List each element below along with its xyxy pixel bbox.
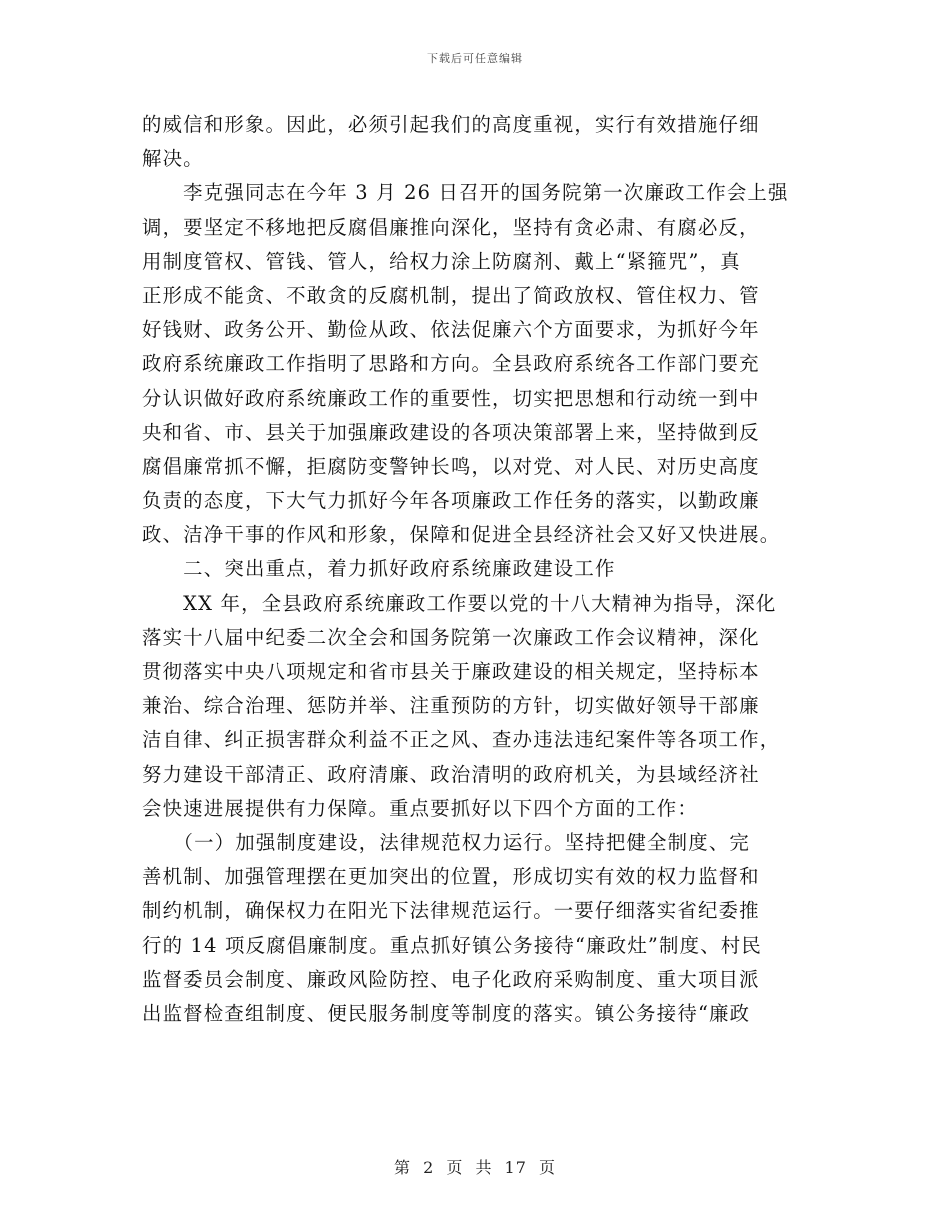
- text-line: XX 年，全县政府系统廉政工作要以党的十八大精神为指导，深化: [142, 591, 777, 615]
- text-line: 出监督检查组制度、便民服务制度等制度的落实。镇公务接待“廉政: [142, 1001, 751, 1025]
- text-line: 政、洁净干事的作风和形象，保障和促进全县经济社会又好又快进展。: [142, 523, 781, 547]
- text-line: 监督委员会制度、廉政风险防控、电子化政府采购制度、重大项目派: [142, 967, 760, 991]
- text-line: 央和省、市、县关于加强廉政建设的各项决策部署上来，坚持做到反: [142, 420, 760, 444]
- text-line: 李克强同志在今年 3 月 26 日召开的国务院第一次廉政工作会上强: [142, 181, 789, 205]
- text-line: 努力建设干部清正、政府清廉、政治清明的政府机关，为县域经济社: [142, 762, 760, 786]
- text-line: 正形成不能贪、不敢贪的反腐机制，提出了简政放权、管住权力、管: [142, 283, 760, 307]
- text-line: 洁自律、纠正损害群众利益不正之风、查办违法违纪案件等各项工作，: [142, 728, 781, 752]
- text-line: 落实十八届中纪委二次全会和国务院第一次廉政工作会议精神，深化: [142, 625, 760, 649]
- text-line: 的威信和形象。因此，必须引起我们的高度重视，实行有效措施仔细: [142, 113, 760, 136]
- text-line: 制约机制，确保权力在阳光下法律规范运行。一要仔细落实省纪委推: [142, 899, 760, 923]
- text-line: 调，要坚定不移地把反腐倡廉推向深化，坚持有贪必肃、有腐必反，: [142, 215, 760, 239]
- text-line: 贯彻落实中央八项规定和省市县关于廉政建设的相关规定，坚持标本: [142, 660, 760, 683]
- page-header: 下载后可任意编辑: [427, 52, 523, 65]
- text-line: 分认识做好政府系统廉政工作的重要性，切实把思想和行动统一到中: [142, 386, 760, 410]
- text-line: 善机制、加强管理摆在更加突出的位置，形成切实有效的权力监督和: [142, 865, 760, 889]
- text-line: 行的 14 项反腐倡廉制度。重点抓好镇公务接待“廉政灶”制度、村民: [142, 933, 762, 957]
- text-line: 腐倡廉常抓不懈，拒腐防变警钟长鸣，以对党、对人民、对历史高度: [142, 454, 760, 478]
- document-body: [142, 108, 812, 1031]
- text-line: 兼治、综合治理、惩防并举、注重预防的方针，切实做好领导干部廉: [142, 694, 760, 718]
- text-line: 好钱财、政务公开、勤俭从政、依法促廉六个方面要求，为抓好今年: [142, 318, 760, 342]
- page-number: 第 2 页 共 17 页: [394, 1158, 556, 1177]
- text-line: 负责的态度，下大气力抓好今年各项廉政工作任务的落实，以勤政廉: [142, 489, 760, 513]
- text-line: （一）加强制度建设，法律规范权力运行。坚持把健全制度、完: [142, 830, 751, 854]
- text-line: 会快速进展提供有力保障。重点要抓好以下四个方面的工作：: [142, 796, 698, 820]
- text-line: 解决。: [142, 147, 204, 171]
- text-line: 用制度管权、管钱、管人，给权力涂上防腐剂、戴上“紧箍咒”，真: [142, 249, 741, 273]
- section-heading: 二、突出重点，着力抓好政府系统廉政建设工作: [142, 557, 616, 581]
- text-line: 政府系统廉政工作指明了思路和方向。全县政府系统各工作部门要充: [142, 352, 760, 376]
